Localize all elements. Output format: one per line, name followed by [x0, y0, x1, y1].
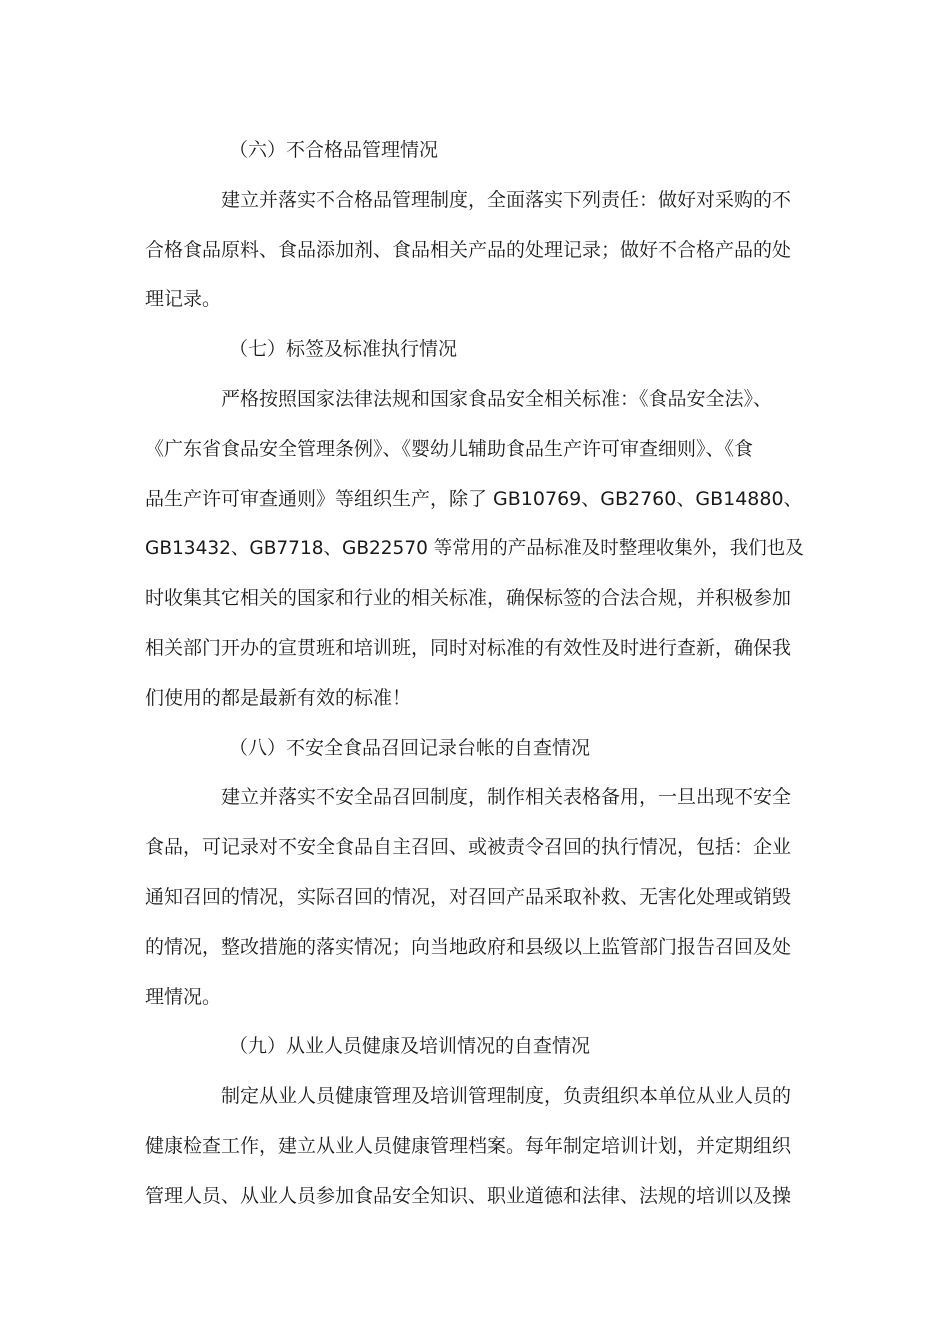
paragraph-line: 理情况。: [145, 985, 222, 1008]
paragraph-line: 管理人员、从业人员参加食品安全知识、职业道德和法律、法规的培训以及操: [145, 1184, 792, 1207]
paragraph-line: 食品，可记录对不安全食品自主召回、或被责令召回的执行情况，包括：企业: [145, 836, 792, 859]
section-heading-9: （九）从业人员健康及培训情况的自查情况: [229, 1035, 591, 1058]
paragraph-line: 相关部门开办的宣贯班和培训班，同时对标准的有效性及时进行查新，确保我: [145, 636, 792, 659]
document-body: [145, 126, 807, 1222]
paragraph-line: 通知召回的情况，实际召回的情况，对召回产品采取补救、无害化处理或销毁: [145, 885, 792, 908]
paragraph-line: 建立并落实不合格品管理制度，全面落实下列责任：做好对采购的不: [221, 188, 792, 211]
paragraph-line: 的情况，整改措施的落实情况；向当地政府和县级以上监管部门报告召回及处: [145, 935, 792, 958]
paragraph-line: 严格按照国家法律法规和国家食品安全相关标准：《食品安全法》、: [221, 387, 773, 410]
section-heading-7: （七）标签及标准执行情况: [229, 338, 458, 361]
paragraph-line: 《广东省食品安全管理条例》、《婴幼儿辅助食品生产许可审查细则》、《食: [145, 437, 754, 460]
paragraph-line: 品生产许可审查通则》等组织生产，除了 GB10769、GB2760、GB14880、: [145, 487, 803, 510]
section-heading-8: （八）不安全食品召回记录台帐的自查情况: [229, 736, 591, 759]
paragraph-line: 们使用的都是最新有效的标准！: [145, 686, 412, 709]
paragraph-line: 健康检查工作，建立从业人员健康管理档案。每年制定培训计划，并定期组织: [145, 1134, 792, 1157]
paragraph-line: 合格食品原料、食品添加剂、食品相关产品的处理记录；做好不合格产品的处: [145, 238, 792, 261]
section-heading-6: （六）不合格品管理情况: [229, 139, 439, 161]
paragraph-line: 制定从业人员健康管理及培训管理制度，负责组织本单位从业人员的: [221, 1085, 792, 1108]
paragraph-line: 建立并落实不安全品召回制度，制作相关表格备用，一旦出现不安全: [221, 786, 792, 809]
paragraph-line: 理记录。: [145, 288, 222, 311]
paragraph-line: GB13432、GB7718、GB22570 等常用的产品标准及时整理收集外，我们也及: [145, 538, 804, 560]
paragraph-line: 时收集其它相关的国家和行业的相关标准，确保标签的合法合规，并积极参加: [145, 587, 792, 610]
